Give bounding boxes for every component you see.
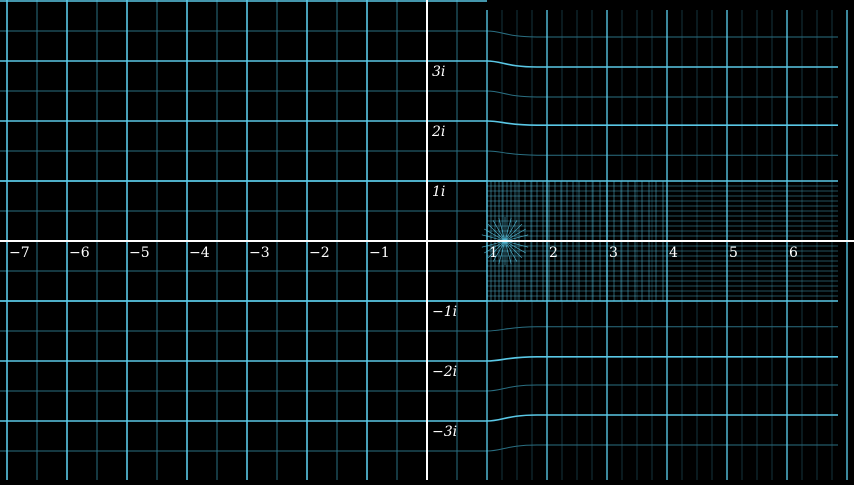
real-tick-label: −5 [129,245,150,261]
imaginary-tick-label: 3i [432,64,446,80]
transformed-minor-line [487,327,838,331]
imaginary-tick-label: −3i [432,424,458,440]
real-tick-label: 4 [669,245,678,261]
real-tick-label: −3 [249,245,270,261]
transformed-minor-line [487,151,838,155]
transformed-horizontal-line [487,61,838,67]
real-tick-label: 6 [789,245,798,261]
real-tick-label: −1 [369,245,390,261]
real-tick-label: 2 [549,245,558,261]
transformed-minor-line [487,31,838,37]
transformed-horizontal-line [487,357,838,361]
imaginary-tick-label: −1i [432,304,458,320]
real-tick-label: 1 [489,245,498,261]
imaginary-tick-label: −2i [432,364,458,380]
transformed-minor-line [487,385,838,391]
real-tick-label: −6 [69,245,90,261]
imaginary-tick-label: 1i [432,184,446,200]
real-tick-label: −2 [309,245,330,261]
transformed-horizontal-line [487,121,838,125]
real-tick-label: 3 [609,245,618,261]
real-tick-label: 5 [729,245,738,261]
transformed-minor-line [487,91,838,97]
real-tick-label: −7 [9,245,30,261]
transformed-horizontal-line [487,415,838,421]
real-tick-label: −4 [189,245,210,261]
imaginary-tick-label: 2i [432,124,446,140]
transformed-minor-line [487,445,838,451]
